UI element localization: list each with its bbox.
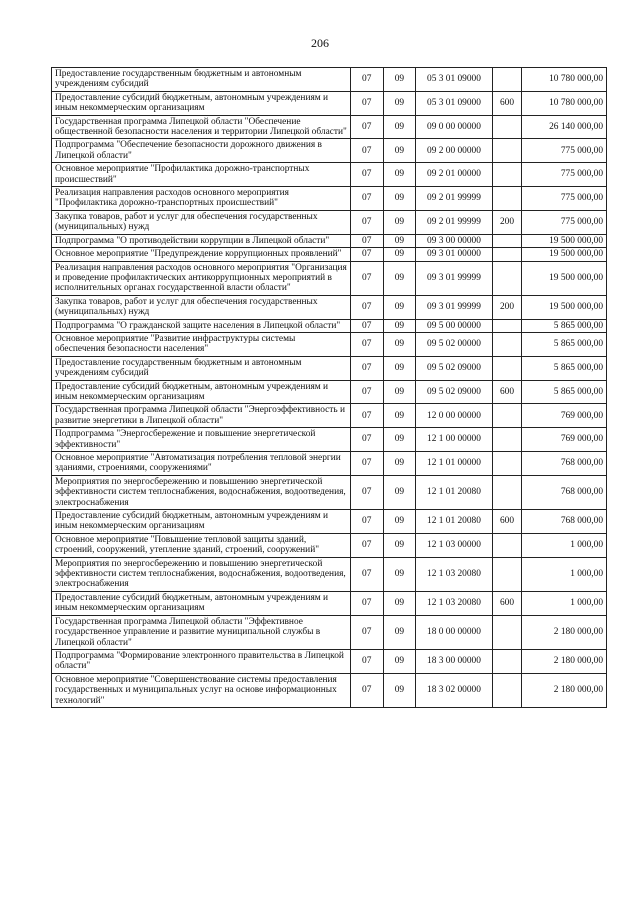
row-amount-cell: 10 780 000,00 — [522, 68, 607, 92]
row-expense-type-cell — [492, 68, 522, 92]
row-expense-type-cell — [492, 319, 522, 332]
row-subsection-cell: 09 — [383, 115, 416, 139]
row-target-article-cell: 09 2 01 00000 — [416, 163, 493, 187]
row-subsection-cell: 09 — [383, 649, 416, 673]
row-section-cell: 07 — [350, 234, 383, 247]
row-name-cell: Мероприятия по энергосбережению и повышению энергетической эффективности систем теплоснабжения, водоснабжения, водоотведения, электроснабжения — [52, 475, 351, 509]
table-row — [52, 91, 607, 115]
row-name-cell: Предоставление государственным бюджетным и автономным учреждениям субсидий — [52, 356, 351, 380]
row-section-cell: 07 — [350, 356, 383, 380]
table-row — [52, 261, 607, 295]
row-amount-cell: 2 180 000,00 — [522, 673, 607, 707]
table-row — [52, 234, 607, 247]
row-amount-cell: 775 000,00 — [522, 187, 607, 211]
row-subsection-cell: 09 — [383, 163, 416, 187]
row-subsection-cell: 09 — [383, 295, 416, 319]
row-subsection-cell: 09 — [383, 68, 416, 92]
row-amount-cell: 26 140 000,00 — [522, 115, 607, 139]
row-subsection-cell: 09 — [383, 210, 416, 234]
row-name-cell: Предоставление государственным бюджетным и автономным учреждениям субсидий — [52, 68, 351, 92]
table-row — [52, 510, 607, 534]
row-amount-cell: 1 000,00 — [522, 557, 607, 591]
row-expense-type-cell: 600 — [492, 510, 522, 534]
row-expense-type-cell — [492, 115, 522, 139]
table-row — [52, 210, 607, 234]
table-row — [52, 649, 607, 673]
row-amount-cell: 1 000,00 — [522, 533, 607, 557]
row-subsection-cell: 09 — [383, 380, 416, 404]
table-row — [52, 380, 607, 404]
row-subsection-cell: 09 — [383, 510, 416, 534]
row-expense-type-cell: 600 — [492, 91, 522, 115]
row-name-cell: Основное мероприятие "Развитие инфраструктуры системы обеспечения безопасности населения" — [52, 332, 351, 356]
table-row — [52, 115, 607, 139]
row-amount-cell: 1 000,00 — [522, 591, 607, 615]
row-amount-cell: 5 865 000,00 — [522, 356, 607, 380]
row-name-cell: Предоставление субсидий бюджетным, автономным учреждениям и иным некоммерческим организациям — [52, 510, 351, 534]
row-section-cell: 07 — [350, 68, 383, 92]
row-subsection-cell: 09 — [383, 139, 416, 163]
row-target-article-cell: 09 5 02 09000 — [416, 380, 493, 404]
row-subsection-cell: 09 — [383, 261, 416, 295]
row-target-article-cell: 12 1 01 00000 — [416, 452, 493, 476]
row-section-cell: 07 — [350, 591, 383, 615]
row-subsection-cell: 09 — [383, 248, 416, 261]
row-target-article-cell: 05 3 01 09000 — [416, 91, 493, 115]
table-row — [52, 139, 607, 163]
row-amount-cell: 769 000,00 — [522, 404, 607, 428]
row-section-cell: 07 — [350, 475, 383, 509]
row-name-cell: Подпрограмма "О противодействии коррупции в Липецкой области" — [52, 234, 351, 247]
table-row — [52, 332, 607, 356]
row-amount-cell: 769 000,00 — [522, 428, 607, 452]
row-section-cell: 07 — [350, 380, 383, 404]
row-section-cell: 07 — [350, 452, 383, 476]
row-expense-type-cell — [492, 533, 522, 557]
row-section-cell: 07 — [350, 332, 383, 356]
row-subsection-cell: 09 — [383, 673, 416, 707]
row-expense-type-cell — [492, 673, 522, 707]
table-row — [52, 163, 607, 187]
row-target-article-cell: 09 3 01 00000 — [416, 248, 493, 261]
row-amount-cell: 19 500 000,00 — [522, 295, 607, 319]
table-row — [52, 557, 607, 591]
table-row — [52, 615, 607, 649]
row-amount-cell: 5 865 000,00 — [522, 319, 607, 332]
row-section-cell: 07 — [350, 295, 383, 319]
row-name-cell: Основное мероприятие "Совершенствование системы предоставления государственных и муниципальных услуг на основе информационных технологий" — [52, 673, 351, 707]
row-name-cell: Предоставление субсидий бюджетным, автономным учреждениям и иным некоммерческим организациям — [52, 91, 351, 115]
row-target-article-cell: 12 1 03 00000 — [416, 533, 493, 557]
budget-table — [51, 67, 607, 708]
row-subsection-cell: 09 — [383, 356, 416, 380]
row-expense-type-cell — [492, 187, 522, 211]
row-subsection-cell: 09 — [383, 533, 416, 557]
table-row — [52, 452, 607, 476]
row-subsection-cell: 09 — [383, 615, 416, 649]
row-amount-cell: 19 500 000,00 — [522, 234, 607, 247]
table-row — [52, 475, 607, 509]
row-name-cell: Закупка товаров, работ и услуг для обеспечения государственных (муниципальных) нужд — [52, 210, 351, 234]
row-section-cell: 07 — [350, 163, 383, 187]
row-target-article-cell: 09 3 01 99999 — [416, 261, 493, 295]
row-name-cell: Основное мероприятие "Профилактика дорожно-транспортных происшествий" — [52, 163, 351, 187]
row-section-cell: 07 — [350, 428, 383, 452]
page-number: 206 — [311, 36, 329, 50]
row-target-article-cell: 12 1 03 20080 — [416, 591, 493, 615]
row-amount-cell: 19 500 000,00 — [522, 248, 607, 261]
row-subsection-cell: 09 — [383, 234, 416, 247]
table-row — [52, 319, 607, 332]
row-amount-cell: 768 000,00 — [522, 510, 607, 534]
row-amount-cell: 768 000,00 — [522, 475, 607, 509]
row-expense-type-cell — [492, 557, 522, 591]
row-amount-cell: 2 180 000,00 — [522, 615, 607, 649]
row-subsection-cell: 09 — [383, 452, 416, 476]
row-subsection-cell: 09 — [383, 332, 416, 356]
row-name-cell: Реализация направления расходов основного мероприятия "Организация и проведение профилактических антикоррупционных мероприятий в исполнительных органах государственной власти области" — [52, 261, 351, 295]
table-row — [52, 356, 607, 380]
row-subsection-cell: 09 — [383, 91, 416, 115]
table-row — [52, 68, 607, 92]
row-amount-cell: 775 000,00 — [522, 210, 607, 234]
row-expense-type-cell — [492, 428, 522, 452]
row-name-cell: Подпрограмма "О гражданской защите населения в Липецкой области" — [52, 319, 351, 332]
row-name-cell: Предоставление субсидий бюджетным, автономным учреждениям и иным некоммерческим организациям — [52, 591, 351, 615]
row-subsection-cell: 09 — [383, 319, 416, 332]
row-expense-type-cell — [492, 615, 522, 649]
row-target-article-cell: 05 3 01 09000 — [416, 68, 493, 92]
row-name-cell: Государственная программа Липецкой области "Энергоэффективность и развитие энергетики в Липецкой области" — [52, 404, 351, 428]
row-amount-cell: 10 780 000,00 — [522, 91, 607, 115]
row-expense-type-cell — [492, 139, 522, 163]
row-amount-cell: 5 865 000,00 — [522, 332, 607, 356]
row-amount-cell: 775 000,00 — [522, 163, 607, 187]
table-row — [52, 533, 607, 557]
row-expense-type-cell — [492, 404, 522, 428]
row-target-article-cell: 09 3 01 99999 — [416, 295, 493, 319]
row-expense-type-cell — [492, 649, 522, 673]
row-expense-type-cell: 600 — [492, 380, 522, 404]
row-section-cell: 07 — [350, 673, 383, 707]
row-name-cell: Мероприятия по энергосбережению и повышению энергетической эффективности систем теплоснабжения, водоснабжения, водоотведения, электроснабжения — [52, 557, 351, 591]
row-subsection-cell: 09 — [383, 404, 416, 428]
row-section-cell: 07 — [350, 210, 383, 234]
budget-table-body — [52, 68, 607, 708]
row-section-cell: 07 — [350, 187, 383, 211]
row-name-cell: Подпрограмма "Формирование электронного правительства в Липецкой области" — [52, 649, 351, 673]
row-name-cell: Государственная программа Липецкой области "Эффективное государственное управление и развитие муниципальной службы в Липецкой области" — [52, 615, 351, 649]
row-name-cell: Основное мероприятие "Предупреждение коррупционных проявлений" — [52, 248, 351, 261]
row-expense-type-cell — [492, 248, 522, 261]
table-row — [52, 673, 607, 707]
table-row — [52, 187, 607, 211]
row-name-cell: Подпрограмма "Энергосбережение и повышение энергетической эффективности" — [52, 428, 351, 452]
row-target-article-cell: 09 5 02 00000 — [416, 332, 493, 356]
row-subsection-cell: 09 — [383, 557, 416, 591]
row-name-cell: Государственная программа Липецкой области "Обеспечение общественной безопасности населения и территории Липецкой области" — [52, 115, 351, 139]
row-target-article-cell: 12 1 00 00000 — [416, 428, 493, 452]
row-target-article-cell: 18 0 00 00000 — [416, 615, 493, 649]
row-target-article-cell: 09 5 00 00000 — [416, 319, 493, 332]
row-amount-cell: 5 865 000,00 — [522, 380, 607, 404]
table-row — [52, 248, 607, 261]
row-amount-cell: 19 500 000,00 — [522, 261, 607, 295]
row-section-cell: 07 — [350, 615, 383, 649]
row-section-cell: 07 — [350, 319, 383, 332]
row-name-cell: Предоставление субсидий бюджетным, автономным учреждениям и иным некоммерческим организациям — [52, 380, 351, 404]
row-target-article-cell: 09 3 00 00000 — [416, 234, 493, 247]
row-amount-cell: 775 000,00 — [522, 139, 607, 163]
row-target-article-cell: 09 2 00 00000 — [416, 139, 493, 163]
row-section-cell: 07 — [350, 139, 383, 163]
row-subsection-cell: 09 — [383, 475, 416, 509]
row-expense-type-cell — [492, 234, 522, 247]
row-section-cell: 07 — [350, 91, 383, 115]
row-name-cell: Закупка товаров, работ и услуг для обеспечения государственных (муниципальных) нужд — [52, 295, 351, 319]
table-row — [52, 428, 607, 452]
row-target-article-cell: 12 1 01 20080 — [416, 475, 493, 509]
row-target-article-cell: 09 2 01 99999 — [416, 187, 493, 211]
row-expense-type-cell: 200 — [492, 295, 522, 319]
row-expense-type-cell: 600 — [492, 591, 522, 615]
row-subsection-cell: 09 — [383, 591, 416, 615]
row-section-cell: 07 — [350, 248, 383, 261]
row-target-article-cell: 09 2 01 99999 — [416, 210, 493, 234]
row-amount-cell: 2 180 000,00 — [522, 649, 607, 673]
row-section-cell: 07 — [350, 404, 383, 428]
row-section-cell: 07 — [350, 557, 383, 591]
row-name-cell: Реализация направления расходов основного мероприятия "Профилактика дорожно-транспортных происшествий" — [52, 187, 351, 211]
row-expense-type-cell — [492, 356, 522, 380]
row-expense-type-cell — [492, 261, 522, 295]
row-expense-type-cell: 200 — [492, 210, 522, 234]
row-target-article-cell: 12 1 01 20080 — [416, 510, 493, 534]
row-section-cell: 07 — [350, 115, 383, 139]
row-expense-type-cell — [492, 475, 522, 509]
row-target-article-cell: 18 3 02 00000 — [416, 673, 493, 707]
row-target-article-cell: 09 0 00 00000 — [416, 115, 493, 139]
row-section-cell: 07 — [350, 261, 383, 295]
row-section-cell: 07 — [350, 649, 383, 673]
row-section-cell: 07 — [350, 533, 383, 557]
row-amount-cell: 768 000,00 — [522, 452, 607, 476]
row-expense-type-cell — [492, 332, 522, 356]
row-name-cell: Основное мероприятие "Повышение тепловой защиты зданий, строений, сооружений, утепление зданий, строений, сооружений" — [52, 533, 351, 557]
table-row — [52, 295, 607, 319]
row-expense-type-cell — [492, 452, 522, 476]
table-row — [52, 404, 607, 428]
row-subsection-cell: 09 — [383, 187, 416, 211]
row-target-article-cell: 12 1 03 20080 — [416, 557, 493, 591]
row-subsection-cell: 09 — [383, 428, 416, 452]
row-target-article-cell: 09 5 02 09000 — [416, 356, 493, 380]
row-expense-type-cell — [492, 163, 522, 187]
row-name-cell: Основное мероприятие "Автоматизация потребления тепловой энергии зданиями, строениями, сооружениями" — [52, 452, 351, 476]
row-target-article-cell: 12 0 00 00000 — [416, 404, 493, 428]
row-section-cell: 07 — [350, 510, 383, 534]
row-name-cell: Подпрограмма "Обеспечение безопасности дорожного движения в Липецкой области" — [52, 139, 351, 163]
table-row — [52, 591, 607, 615]
row-target-article-cell: 18 3 00 00000 — [416, 649, 493, 673]
